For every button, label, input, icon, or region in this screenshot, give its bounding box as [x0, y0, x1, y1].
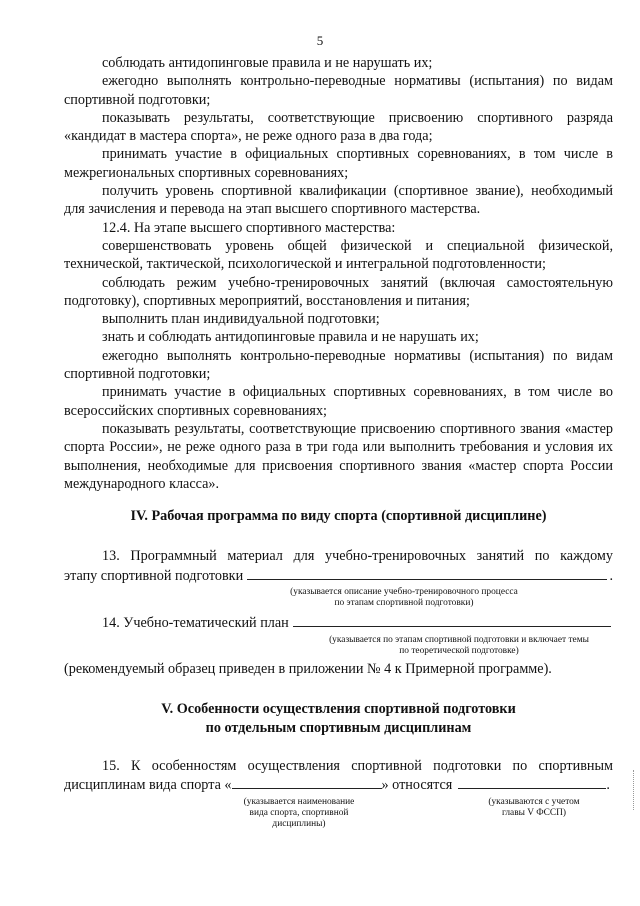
- paragraph: знать и соблюдать антидопинговые правила и не нарушать их;: [102, 329, 479, 346]
- item-13-text: 13. Программный материал для учебно-тренировочных занятий по каждому: [102, 548, 613, 565]
- paragraph: соблюдать режим учебно-тренировочных занятий (включая самостоятельную подготовку), спортивных мероприятий, восстановления и питания;: [64, 274, 613, 309]
- features-note: (указываются с учетом главы V ФССП): [488, 796, 580, 818]
- paragraph: получить уровень спортивной квалификации (спортивное звание), необходимый для зачисления и перевода на этап высшего спортивного мастерства.: [64, 183, 613, 218]
- scan-edge-mark: [633, 770, 636, 810]
- item-14-blank-line: [293, 613, 611, 627]
- paragraph: соблюдать антидопинговые правила и не нарушать их;: [102, 55, 433, 71]
- item-14-fill-row: [64, 613, 613, 632]
- sport-name-blank-line: [232, 775, 382, 789]
- item-14-after: (рекомендуемый образец приведен в приложении № 4 к Примерной программе).: [64, 661, 552, 678]
- paragraph: ежегодно выполнять контрольно-переводные нормативы (испытания) по видам спортивной подготовки;: [64, 347, 613, 383]
- item-13-fill-row: этапу спортивной подготовки .: [64, 567, 613, 584]
- features-blank-line: [458, 775, 606, 789]
- paragraph: принимать участие в официальных спортивных соревнованиях, в том числе в межрегиональных спортивных соревнованиях;: [64, 146, 613, 181]
- page-number: 5: [316, 33, 324, 48]
- paragraph: принимать участие в официальных спортивных соревнованиях, в том числе во всероссийских спортивных соревнованиях;: [64, 384, 613, 419]
- item-15-fill-row: дисциплинам вида спорта « » относятся .: [64, 777, 610, 794]
- section-title-v: V. Особенности осуществления спортивной подготовки по отдельным спортивным дисциплинам: [161, 701, 516, 736]
- item-15-notes: [64, 795, 613, 841]
- item-12-4: 12.4. На этапе высшего спортивного мастерства:: [102, 219, 396, 236]
- item-15-text: 15. К особенностям осуществления спортивной подготовки по спортивным: [102, 758, 613, 775]
- paragraph: совершенствовать уровень общей физической и специальной физической, технической, тактической, психологической и интегральной подготовленности;: [64, 237, 613, 273]
- item-13-label: этапу спортивной подготовки: [64, 567, 244, 584]
- item-13-blank-line: [247, 566, 607, 580]
- paragraph: показывать результаты, соответствующие присвоению спортивного разряда «кандидат в мастера спорта», не реже одного раза в два года;: [64, 109, 613, 145]
- item-14-label: 14. Учебно-тематический план: [102, 615, 289, 632]
- paragraph: ежегодно выполнять контрольно-переводные нормативы (испытания) по видам спортивной подготовки;: [64, 73, 613, 108]
- item-14-note: (указывается по этапам спортивной подготовки и включает темы по теоретической подготовке): [329, 634, 589, 656]
- paragraph: выполнить план индивидуальной подготовки;: [102, 311, 380, 328]
- document-body: [64, 54, 613, 841]
- sport-name-note: (указывается наименование вида спорта, спортивной дисциплины): [243, 796, 355, 830]
- paragraph: показывать результаты, соответствующие присвоению спортивного звания «мастер спорта России», не реже одного раза в три года или выполнить требования и условия их выполнения, необходимые для присвоения спортивного звания «мастер спорта России международного класса».: [64, 420, 613, 492]
- section-title-iv: IV. Рабочая программа по виду спорта (спортивной дисциплине): [130, 508, 547, 525]
- item-13-note: (указывается описание учебно-тренировочного процесса по этапам спортивной подготовки): [290, 587, 518, 609]
